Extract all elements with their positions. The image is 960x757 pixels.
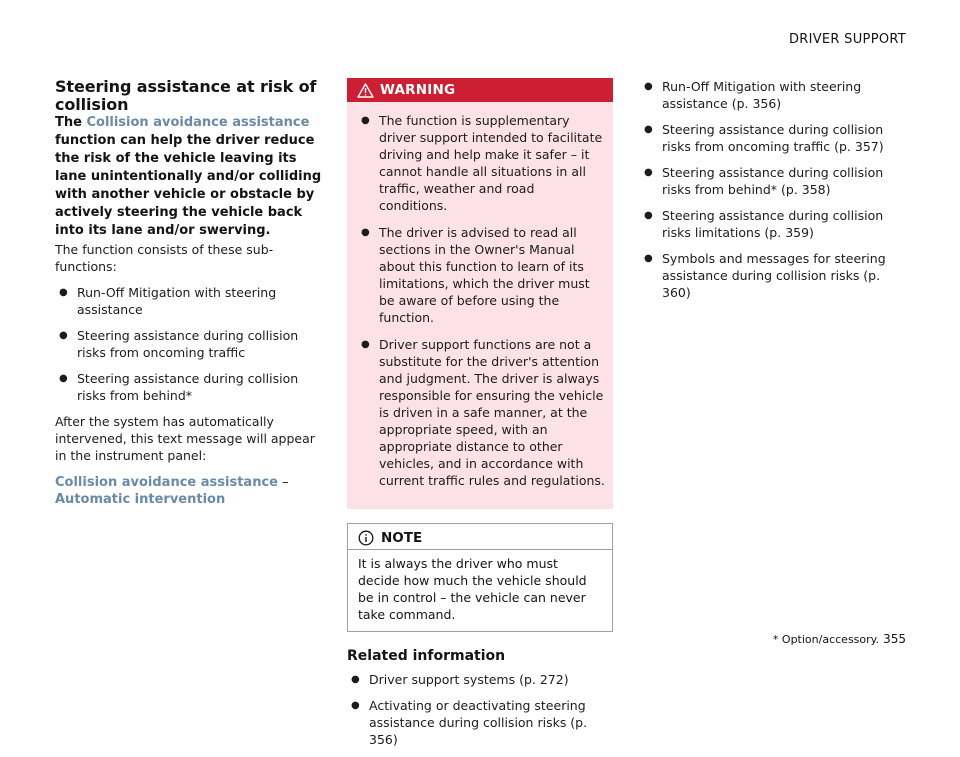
related-link-text[interactable]: Run-Off Mitigation with steering assistance (p. 356): [662, 79, 862, 111]
bullet-icon: ●: [644, 210, 653, 221]
message-dash: –: [277, 475, 289, 490]
list-item-text: The function is supplementary driver support intended to facilitate driving and help make it safer – it cannot handle all situations in all traffic, weather and road conditions.: [379, 113, 603, 213]
page-footer: [773, 632, 906, 646]
bullet-icon: ●: [351, 700, 360, 711]
list-item: [357, 336, 605, 489]
warning-label: WARNING: [380, 82, 456, 98]
instrument-panel-message: [55, 474, 323, 508]
related-list-continued: [640, 78, 908, 301]
note-box: [347, 523, 613, 632]
list-item: [55, 327, 323, 361]
related-link[interactable]: [347, 697, 613, 748]
related-link[interactable]: [640, 250, 908, 301]
bullet-icon: ●: [361, 115, 370, 126]
after-intervention-text: After the system has automatically intervened, this text message will appear in the instrument panel:: [55, 414, 315, 463]
column-left: [55, 78, 323, 508]
running-header: DRIVER SUPPORT: [788, 32, 906, 47]
section-title: Steering assistance at risk of collision: [55, 77, 317, 114]
related-link-text[interactable]: Driver support systems (p. 272): [369, 672, 569, 687]
function-name-highlight: Collision avoidance assistance: [86, 115, 310, 130]
note-header: [348, 524, 612, 546]
bullet-icon: ●: [361, 339, 370, 350]
related-link-text[interactable]: Symbols and messages for steering assistance during collision risks (p. 360): [662, 251, 886, 300]
related-list: [347, 671, 613, 748]
note-text: It is always the driver who must decide how much the vehicle should be in control – the vehicle can never take command.: [358, 556, 587, 622]
list-item-text: Steering assistance during collision risks from behind*: [77, 371, 299, 403]
warning-triangle-icon: [357, 83, 374, 98]
bullet-icon: ●: [644, 253, 653, 264]
warning-box: [347, 78, 613, 509]
list-item: [55, 284, 323, 318]
related-link[interactable]: [640, 78, 908, 112]
message-part-2: Automatic intervention: [55, 492, 226, 507]
intro-post: function can help the driver reduce the risk of the vehicle leaving its lane unintentionally and/or colliding with another vehicle or obstacle by actively steering the vehicle back into its lane and/or swerving.: [55, 133, 322, 238]
related-link[interactable]: [640, 207, 908, 241]
related-link-text[interactable]: Activating or deactivating steering assistance during collision risks (p. 356): [369, 698, 588, 747]
list-item-text: Run-Off Mitigation with steering assistance: [77, 285, 277, 317]
intro-pre: The: [55, 115, 87, 130]
message-part-1: Collision avoidance assistance: [55, 475, 278, 490]
related-link[interactable]: [347, 671, 613, 688]
related-heading: Related information: [347, 648, 506, 664]
list-item: [55, 370, 323, 404]
sub-functions-intro: The function consists of these sub-functions:: [55, 242, 274, 274]
related-link[interactable]: [640, 121, 908, 155]
bullet-icon: ●: [644, 81, 653, 92]
option-footnote: * Option/accessory.: [772, 633, 880, 646]
page-number: 355: [883, 632, 906, 646]
bullet-icon: ●: [361, 227, 370, 238]
list-item-text: Driver support functions are not a substitute for the driver's attention and judgment. The driver is always responsible for ensuring the vehicle is driven in a safe manner, at the appropriate speed, with an appropriate distance to other vehicles, and in accordance with current traffic rules and regulations.: [379, 337, 605, 488]
related-link-text[interactable]: Steering assistance during collision risks limitations (p. 359): [662, 208, 884, 240]
related-link-text[interactable]: Steering assistance during collision risks from oncoming traffic (p. 357): [662, 122, 884, 154]
bullet-icon: ●: [59, 373, 68, 384]
related-link-text[interactable]: Steering assistance during collision risks from behind* (p. 358): [662, 165, 884, 197]
column-middle: [347, 78, 613, 757]
info-circle-icon: [358, 530, 374, 546]
bullet-icon: ●: [351, 674, 360, 685]
list-item-text: Steering assistance during collision risks from oncoming traffic: [77, 328, 299, 360]
bullet-icon: ●: [644, 124, 653, 135]
warning-header: [347, 78, 613, 102]
list-item: [357, 224, 605, 326]
sub-functions-list: [55, 284, 323, 404]
bullet-icon: ●: [59, 330, 68, 341]
bullet-icon: ●: [59, 287, 68, 298]
bullet-icon: ●: [644, 167, 653, 178]
list-item: [357, 112, 605, 214]
warning-list: [347, 102, 613, 489]
intro-paragraph: [55, 114, 323, 240]
related-link[interactable]: [640, 164, 908, 198]
list-item-text: The driver is advised to read all sections in the Owner's Manual about this function to learn of its limitations, which the driver must be aware of before using the function.: [379, 225, 590, 325]
note-label: NOTE: [381, 529, 423, 546]
column-right: [640, 78, 908, 310]
